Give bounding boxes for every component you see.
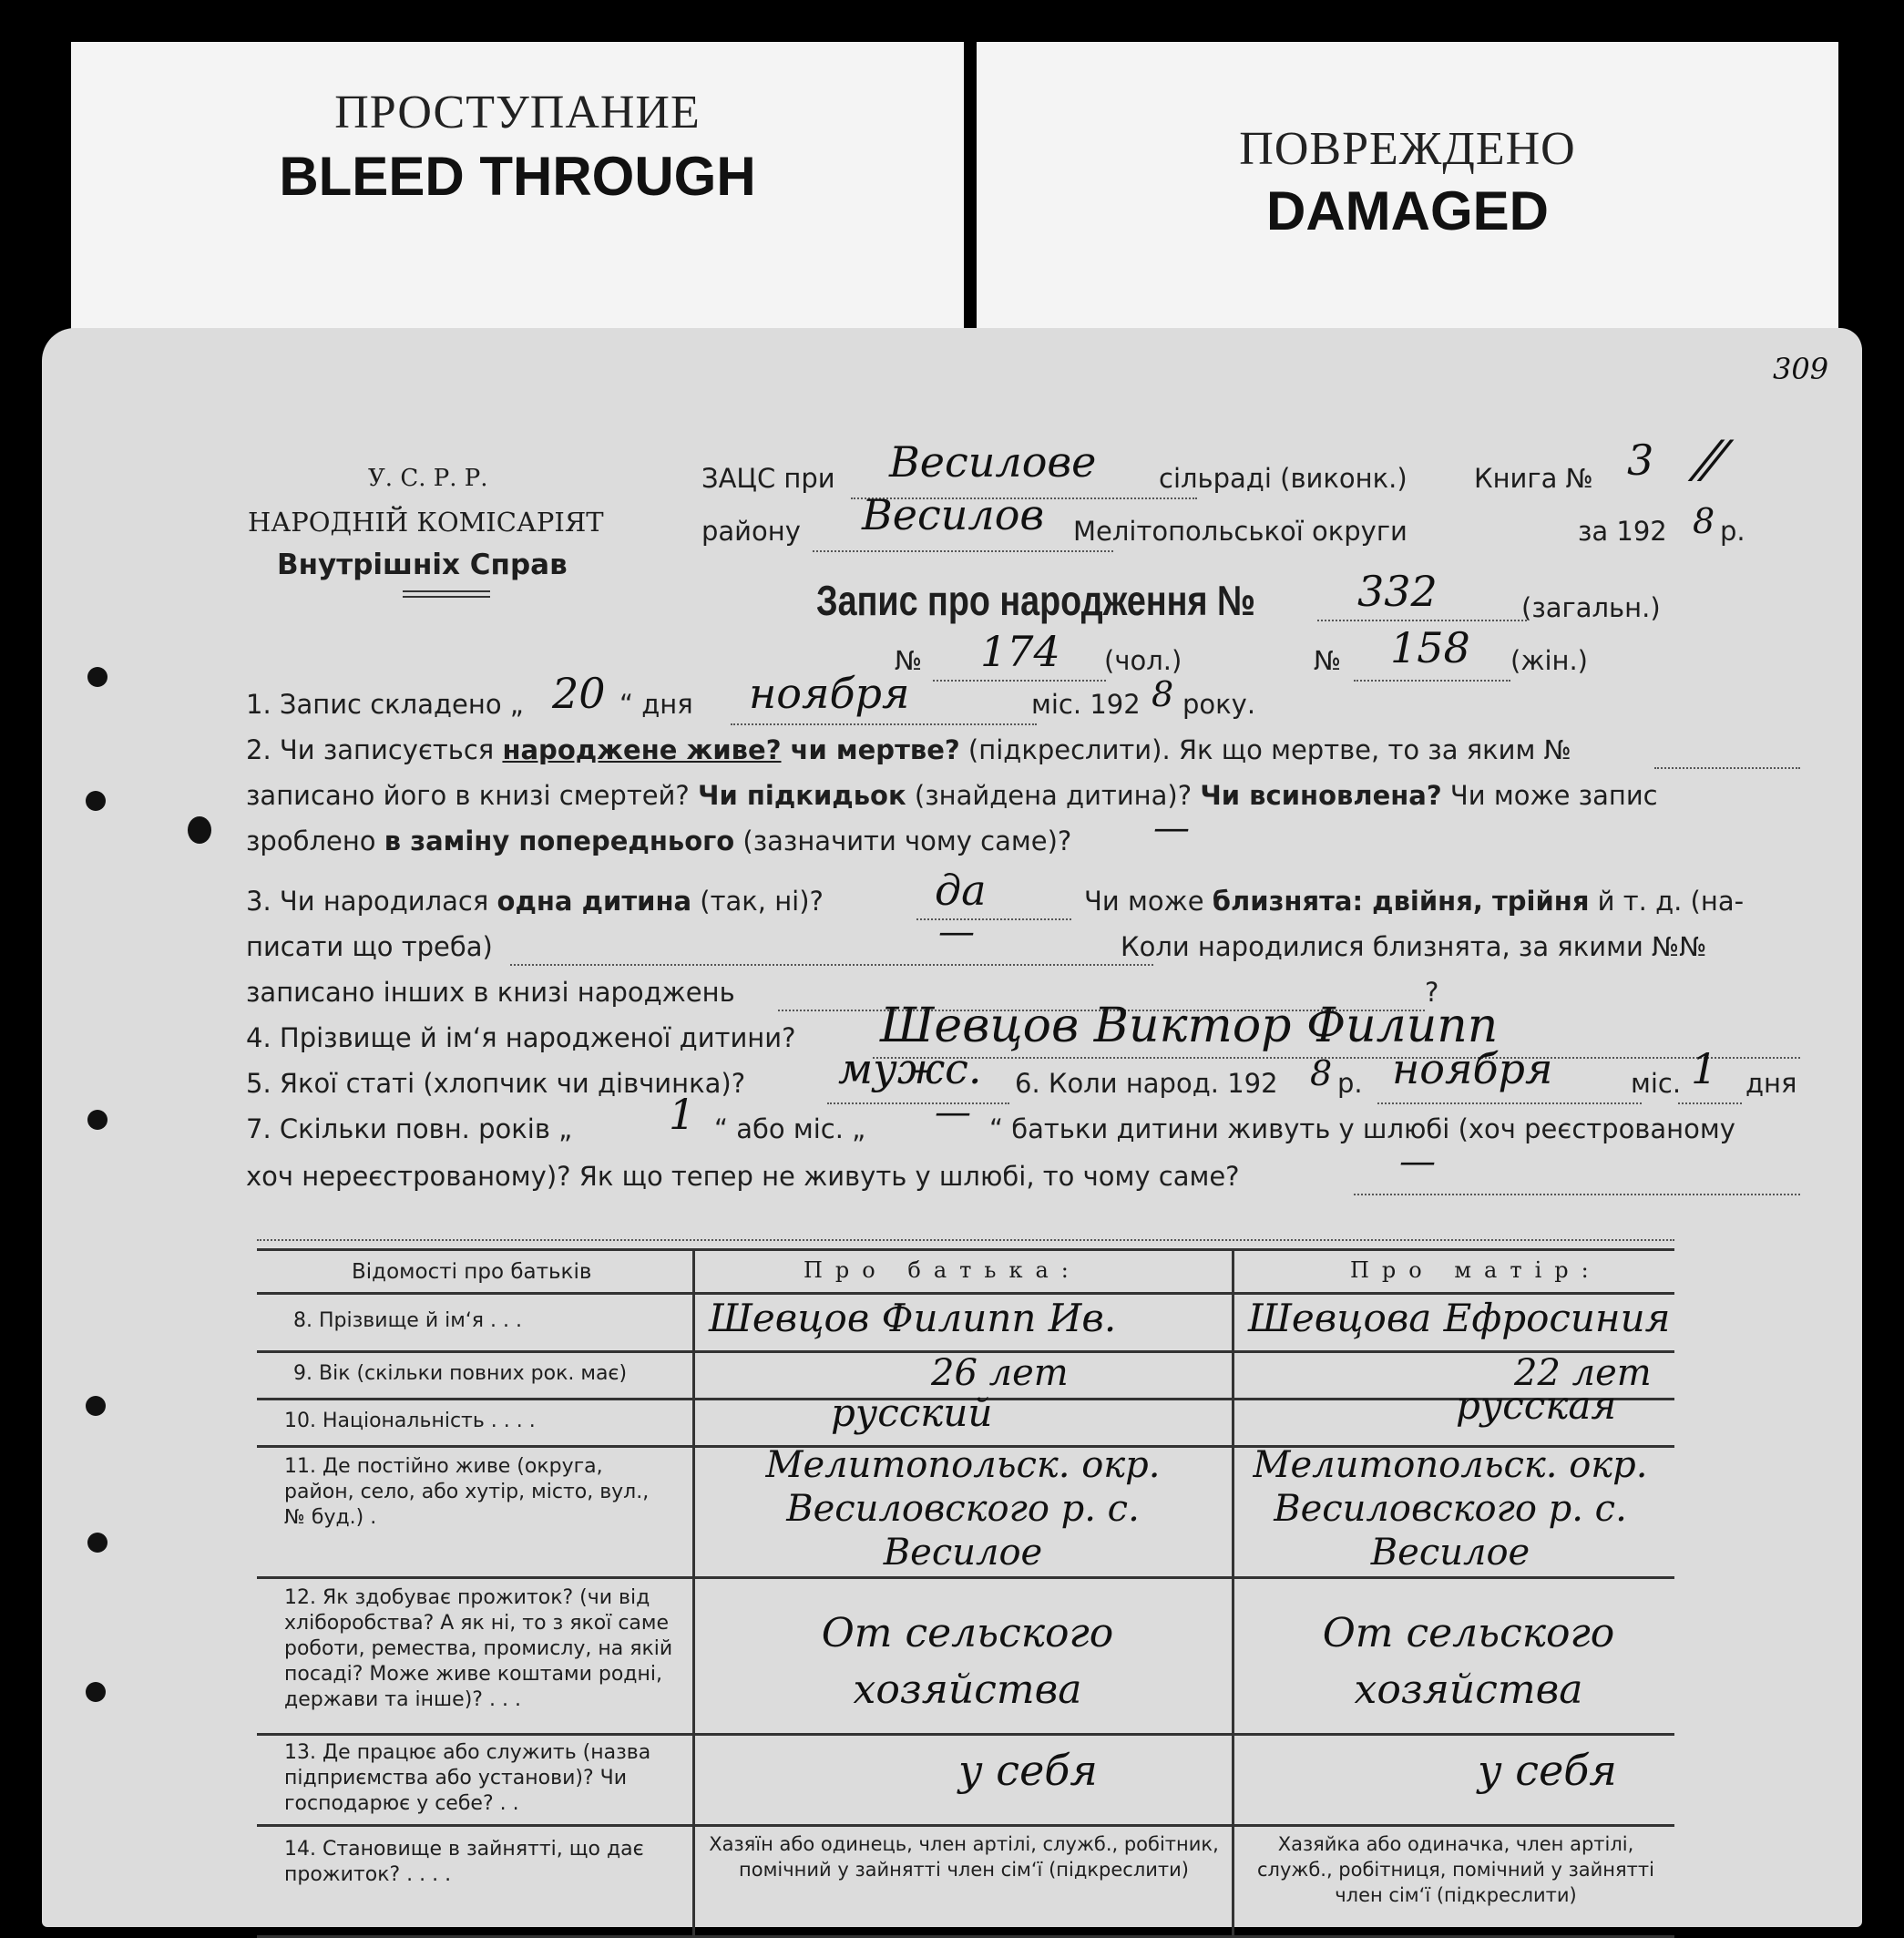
- q7-line2: хоч нереєстрованому)? Як що тепер не живуть у шлюбі, то чому саме?: [246, 1161, 1240, 1192]
- col-header-mother: Про матір:: [1350, 1257, 1602, 1283]
- q1-year-digit: 8: [1152, 674, 1174, 714]
- record-title: Запис про народження №: [816, 577, 1256, 624]
- q2-foundling: Чи підкидьок: [698, 780, 906, 811]
- q7-years: 1: [669, 1090, 696, 1139]
- male-number-line: [933, 680, 1106, 682]
- ussr-label: У. С. Р. Р.: [368, 465, 488, 492]
- bleed-through-label-ru: ПРОСТУПАНИЕ: [334, 87, 701, 138]
- row-12-father: От сельского хозяйства: [821, 1610, 1114, 1713]
- q7-line2-value: —: [1399, 1141, 1436, 1183]
- q2-line1-dots: [1654, 767, 1800, 769]
- q3-line2b: Коли народилися близнята, за якими №№: [1121, 931, 1707, 962]
- row-8-label: 8. Прізвище й ім‘я . . .: [293, 1309, 523, 1332]
- damaged-label-en: DAMAGED: [1266, 180, 1549, 241]
- header-underline: [403, 596, 490, 598]
- birth-record-sheet: [42, 328, 1862, 1927]
- damaged-label-ru: ПОВРЕЖДЕНО: [1239, 123, 1576, 175]
- q3-line2a: писати що треба): [246, 931, 493, 962]
- punch-hole: [188, 816, 211, 844]
- zags-value: Весилове: [889, 437, 1097, 487]
- row-13-father: у себя: [958, 1746, 1098, 1795]
- q2-line3a: зроблено: [246, 825, 384, 856]
- raion-line: [813, 550, 1113, 552]
- table-rule: [257, 1824, 1674, 1827]
- q7-months: —: [935, 1092, 971, 1133]
- q4-text: 4. Прізвище й ім‘я народженої дитини?: [246, 1022, 796, 1053]
- q7-line1c: “ батьки дитини живуть у шлюбі (хоч реєстрованому: [989, 1113, 1735, 1144]
- q2-line3: [246, 825, 1071, 856]
- table-rule: [257, 1576, 1674, 1579]
- q1-day: 20: [552, 669, 606, 718]
- q2-line2a: записано його в книзі смертей?: [246, 780, 699, 811]
- q1-text: 1. Запис складено „: [246, 689, 524, 720]
- record-number: 332: [1357, 567, 1438, 616]
- damaged-tab: [977, 42, 1838, 333]
- q2-dead: чи мертве?: [781, 734, 960, 765]
- female-label: (жін.): [1510, 645, 1588, 676]
- row-14-father: Хазяїн або одинець, член артілі, служб., робітник, помічний у зайнятті член сім‘ї (підкреслити): [709, 1833, 1219, 1881]
- row-10-mother: русская: [1456, 1383, 1617, 1428]
- page-number: 309: [1773, 352, 1829, 386]
- q3-single: одна дитина: [496, 886, 692, 917]
- q1-month-line: [731, 723, 1037, 725]
- q3-line1d: Чи може: [1084, 886, 1213, 917]
- row-10-label: 10. Національність . . . .: [284, 1410, 536, 1432]
- punch-hole: [86, 791, 106, 811]
- q2-line1d: (підкреслити). Як що мертве, то за яким №: [959, 734, 1571, 765]
- female-number-line: [1354, 680, 1510, 682]
- q6-year-digit: 8: [1310, 1053, 1333, 1093]
- parents-table: [257, 1248, 1674, 1938]
- q4-value: Шевцов Виктор Филипп: [880, 999, 1499, 1053]
- q3-line1a: 3. Чи народилася: [246, 886, 497, 917]
- q2-replacement: в заміну попереднього: [384, 825, 735, 856]
- punch-hole: [87, 667, 107, 687]
- row-10-father: русский: [831, 1390, 993, 1435]
- q4-line: [873, 1057, 1800, 1059]
- raion-value: Весилов: [862, 490, 1045, 539]
- q1-end: міс. 192: [1031, 689, 1141, 720]
- q3-line1-right: [1084, 886, 1744, 917]
- female-no-label: №: [1314, 645, 1342, 676]
- q3-line2-value: —: [938, 911, 975, 953]
- row-13-label: 13. Де працює або служить (назва підприємства або установи)? Чи господарює у себе? . .: [284, 1741, 651, 1815]
- q6-mis: міс.: [1631, 1068, 1682, 1099]
- row-14-label: 14. Становище в зайнятті, що дає прожиток? . . . .: [284, 1838, 644, 1886]
- q5-text: 5. Якої статі (хлопчик чи дівчинка)?: [246, 1068, 746, 1099]
- bleed-through-tab: [71, 42, 964, 333]
- q3-line1-left: [246, 886, 824, 917]
- punch-hole: [87, 1533, 107, 1553]
- year-label: за 192: [1578, 516, 1667, 547]
- q6-month: ноября: [1392, 1044, 1553, 1093]
- record-general-label: (загальн.): [1521, 592, 1661, 623]
- q7-line1a: 7. Скільки повн. років „: [246, 1113, 573, 1144]
- table-top-dots: [257, 1239, 1674, 1241]
- punch-hole: [86, 1682, 106, 1702]
- bleed-through-label-en: BLEED THROUGH: [279, 146, 756, 207]
- q2-adopted: Чи всиновлена?: [1200, 780, 1442, 811]
- q2-line3c: (зазначити чому саме)?: [734, 825, 1072, 856]
- table-rule: [692, 1248, 695, 1938]
- table-rule: [257, 1292, 1674, 1295]
- q2-line2e: Чи може запис: [1441, 780, 1658, 811]
- row-9-mother: 22 лет: [1514, 1352, 1652, 1394]
- q5-line: [827, 1102, 1009, 1104]
- punch-hole: [86, 1396, 106, 1416]
- table-rule: [1232, 1248, 1234, 1938]
- q2-line2c: (знайдена дитина)?: [906, 780, 1201, 811]
- q2-alive: народжене живе?: [502, 734, 782, 765]
- row-11-label: 11. Де постійно живе (округа, район, село, або хутір, місто, вул., № буд.) .: [284, 1455, 650, 1529]
- male-label: (чол.): [1104, 645, 1182, 676]
- female-number: 158: [1390, 623, 1470, 672]
- q3-answer: да: [935, 866, 987, 915]
- book-struck-number: ⁄⁄: [1702, 430, 1721, 494]
- col-header-father: Про батька:: [804, 1257, 1081, 1283]
- q3-twins: близнята: двійня, трійня: [1212, 886, 1590, 917]
- q3-line3a: записано інших в книзі народжень: [246, 977, 735, 1008]
- q2-line3-value: —: [1153, 807, 1190, 849]
- silrada-label: сільраді (виконк.): [1159, 463, 1408, 494]
- year-digit: 8: [1693, 501, 1715, 541]
- q3-line1c: (так, ні)?: [691, 886, 824, 917]
- row-8-father: Шевцов Филипп Ив.: [709, 1296, 1117, 1340]
- record-number-line: [1317, 620, 1527, 621]
- q1-year-suffix: року.: [1182, 689, 1256, 720]
- row-9-father: 26 лет: [931, 1352, 1069, 1394]
- q6-year-suffix: р.: [1337, 1068, 1363, 1099]
- male-no-label: №: [895, 645, 923, 676]
- year-suffix: р.: [1720, 516, 1745, 547]
- row-11-father: Мелитопольск. окр. Весиловского р. с. Весилое: [765, 1444, 1161, 1574]
- q6-dnya: дня: [1745, 1068, 1797, 1099]
- q6-month-line: [1377, 1102, 1642, 1104]
- affairs-label: Внутрішніх Справ: [277, 549, 568, 581]
- q5-value: мужс.: [838, 1044, 982, 1093]
- row-9-label: 9. Вік (скільки повних рок. має): [293, 1362, 628, 1385]
- zags-label: ЗАЦС при: [701, 463, 835, 494]
- q2-line1a: 2. Чи записується: [246, 734, 503, 765]
- q7-line1b: “ або міс. „: [714, 1113, 866, 1144]
- q6-day-line: [1678, 1102, 1742, 1104]
- book-value: 3: [1627, 436, 1654, 485]
- row-14-mother: Хазяйка або одиначка, член артілі, служб., робітниця, помічний у зайнятті член сім‘ї (підкреслити): [1257, 1833, 1654, 1906]
- row-11-mother: Мелитопольск. окр. Весиловского р. с. Весилое: [1253, 1444, 1648, 1574]
- book-label: Книга №: [1474, 463, 1593, 494]
- q3-line2-dots: [510, 964, 1153, 966]
- q2-line1: [246, 734, 1571, 765]
- row-12-mother: От сельского хозяйства: [1322, 1610, 1615, 1713]
- q3-line3b: ?: [1425, 977, 1439, 1008]
- raion-label: району: [701, 516, 801, 547]
- row-13-mother: у себя: [1478, 1746, 1617, 1795]
- q6-text: 6. Коли народ. 192: [1015, 1068, 1278, 1099]
- table-rule: [257, 1733, 1674, 1736]
- q1-month: ноября: [749, 669, 910, 718]
- okruha-label: Мелітопольської округи: [1073, 516, 1408, 547]
- table-rule: [257, 1248, 1674, 1251]
- q1-mid: “ дня: [619, 689, 693, 720]
- punch-hole: [87, 1110, 107, 1130]
- row-12-label: 12. Як здобуває прожиток? (чи від хліборобства? А як ні, то з якої саме роботи, ремества, промислу, на якій посаді? Може живе коштами родні, держави та інше)? . . .: [284, 1586, 673, 1711]
- q7-line2-dots: [1354, 1194, 1800, 1195]
- q3-line1f: й т. д. (на-: [1589, 886, 1745, 917]
- col-header-info: Відомості про батьків: [352, 1260, 592, 1284]
- commissariat-label: НАРОДНІЙ КОМІСАРІЯТ: [248, 507, 604, 538]
- row-8-mother: Шевцова Ефросиния: [1248, 1296, 1671, 1340]
- header-underline: [403, 590, 490, 592]
- male-number: 174: [980, 627, 1060, 676]
- q2-line2: [246, 780, 1658, 811]
- q6-day: 1: [1691, 1044, 1718, 1093]
